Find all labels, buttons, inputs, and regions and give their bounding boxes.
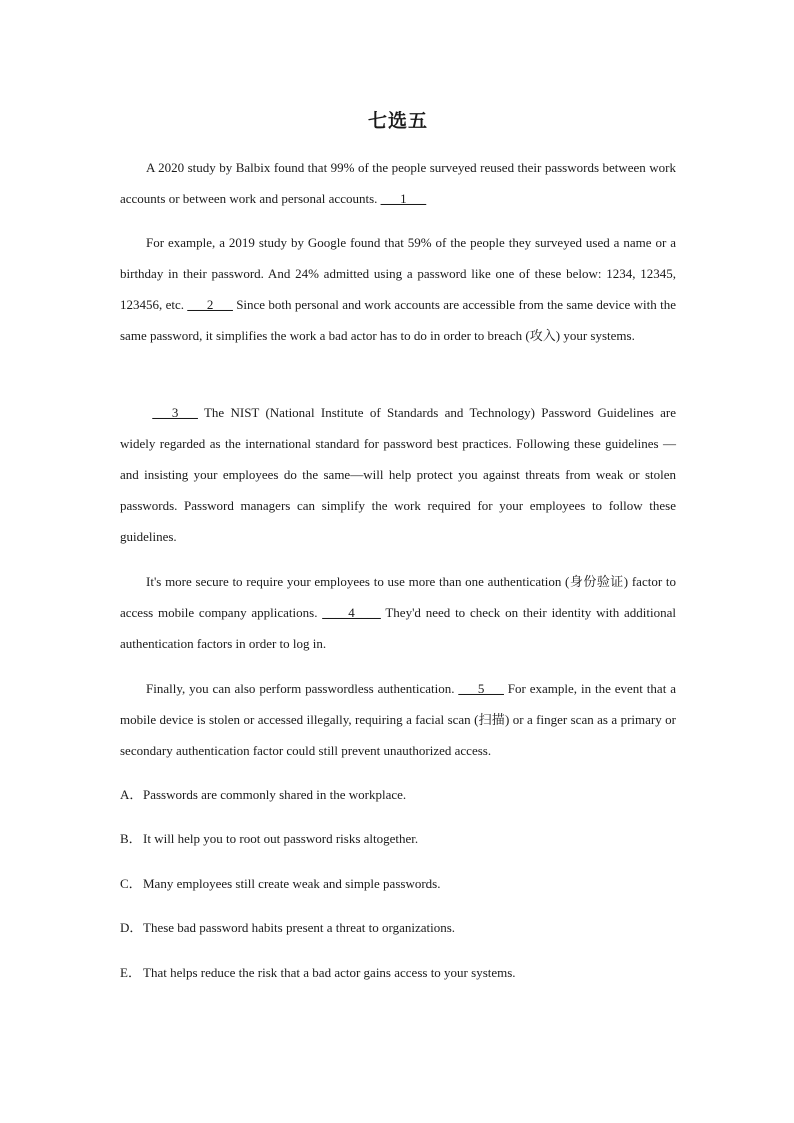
option-a [120, 785, 676, 805]
option-letter: C． [120, 876, 142, 891]
paragraph-2 [120, 227, 676, 351]
blank-2[interactable]: ___2___ [187, 297, 233, 312]
paragraph-5 [120, 673, 676, 766]
paragraph-text: For example, a 2019 study by Google found that 59% of the people they surveyed used a name or a birthday in their password. And 24% admitted using a password like one of these below: 1234, 12345, 123456, etc. [120, 235, 676, 312]
paragraph-text: It's more secure to require your employees to use more than one authentication (身份验证) factor to access mobile company applications. [120, 574, 676, 620]
paragraph-4 [120, 566, 676, 659]
page-title: 七选五 [367, 110, 428, 132]
option-text: Many employees still create weak and simple passwords. [143, 876, 441, 891]
option-c [120, 874, 676, 894]
paragraph-text: The NIST (National Institute of Standards and Technology) Password Guidelines are widely regarded as the international standard for password best practices. Following these guidelines —and insisting your employees do the same—will help protect you against threats from weak or stolen passwords. Password managers can simplify the work required for your employees to follow these guidelines. [120, 405, 676, 544]
paragraph-text: They'd need to check on their identity with additional authentication factors in order to log in. [120, 605, 677, 651]
blank-1[interactable]: ___1___ [380, 191, 427, 206]
option-text: It will help you to root out password risks altogether. [143, 831, 419, 846]
option-d [120, 918, 676, 938]
option-letter: E． [120, 965, 141, 980]
option-letter: A． [120, 787, 143, 802]
option-text: That helps reduce the risk that a bad actor gains access to your systems. [143, 965, 516, 980]
option-e [120, 963, 676, 983]
paragraph-3 [120, 397, 676, 552]
option-letter: B． [120, 831, 142, 846]
paragraph-text: Finally, you can also perform passwordless authentication. [146, 681, 459, 696]
option-text: Passwords are commonly shared in the workplace. [143, 787, 407, 802]
option-text: These bad password habits present a threat to organizations. [143, 920, 456, 935]
option-letter: D． [120, 920, 143, 935]
blank-4[interactable]: ____4____ [322, 605, 381, 620]
paragraph-text: For example, in the event that a mobile device is stolen or accessed illegally, requiring a facial scan (扫描) or a finger scan as a primary or secondary authentication factor could still prevent unauthorized access. [120, 681, 676, 758]
blank-5[interactable]: ___5___ [458, 681, 504, 696]
paragraph-text: A 2020 study by Balbix found that 99% of the people surveyed reused their passwords between work accounts or between work and personal accounts. [120, 160, 676, 206]
option-b [120, 829, 676, 849]
paragraph-text: Since both personal and work accounts are accessible from the same device with the same password, it simplifies the work a bad actor has to do in order to breach (攻入) your systems. [120, 297, 676, 343]
blank-3[interactable]: ___3___ [152, 405, 198, 420]
paragraph-1 [120, 152, 676, 214]
